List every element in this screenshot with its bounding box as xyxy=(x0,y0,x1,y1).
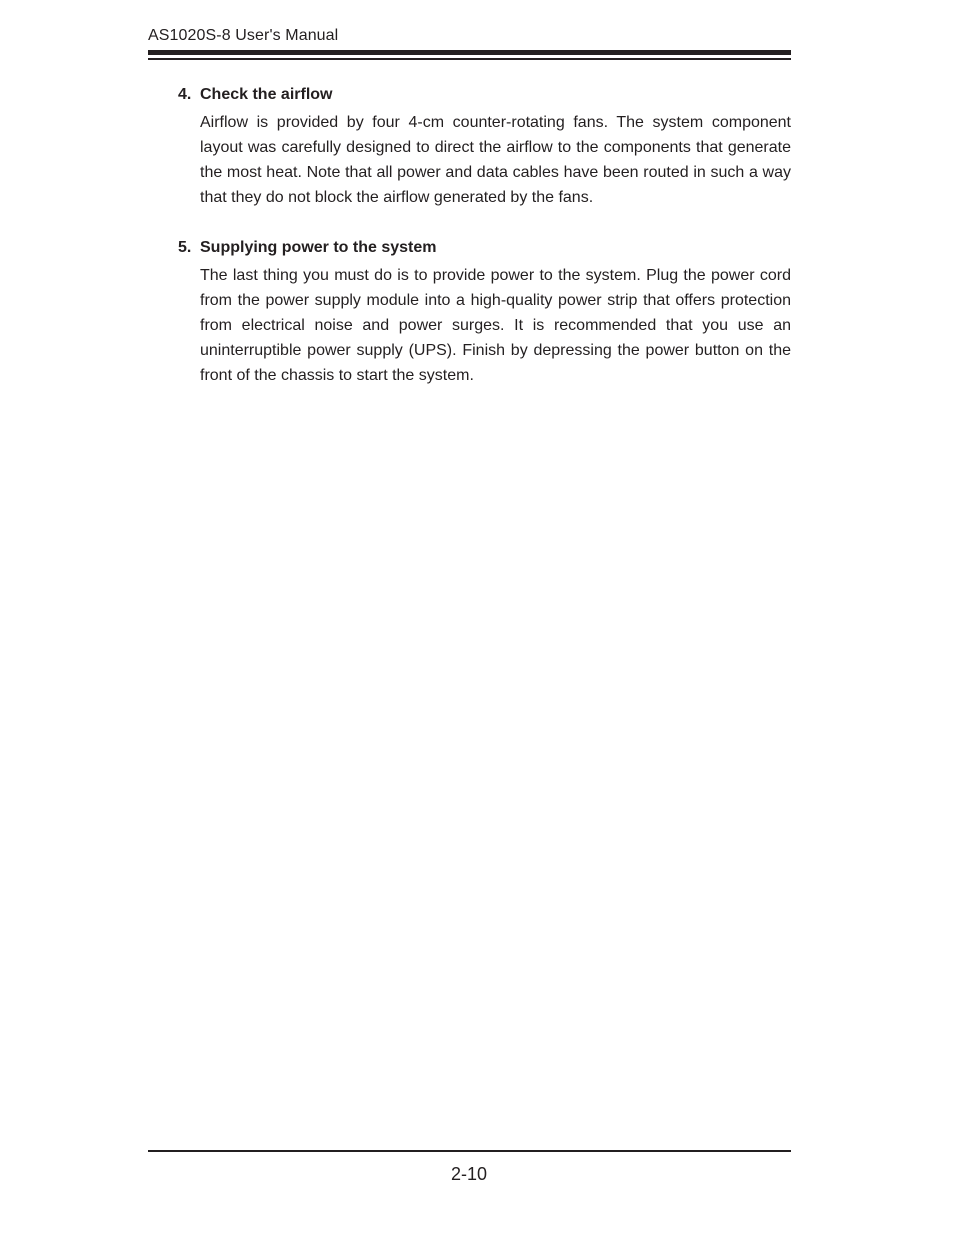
page-number: 2-10 xyxy=(450,1164,488,1184)
section-heading xyxy=(178,85,791,105)
section-title: Supplying power to the system xyxy=(200,239,437,256)
footer-rule xyxy=(148,1150,791,1152)
section-title: Check the airflow xyxy=(200,86,333,103)
header-rule-thin xyxy=(148,58,791,60)
section-heading xyxy=(178,238,791,258)
section-supplying-power xyxy=(178,238,791,388)
section-number: 4. xyxy=(178,86,192,103)
section-number: 5. xyxy=(178,239,192,256)
section-body: Airflow is provided by four 4-cm counter-rotating fans. The system component layout was carefully designed to direct the airflow to the components that generate the most heat. Note that all power and data cables have been routed in such a way that they do not block the airflow generated by the fans. xyxy=(200,114,791,206)
section-body: The last thing you must do is to provide power to the system. Plug the power cord from the power supply module into a high-quality power strip that offers protection from electrical noise and power surges. It is recommended that you use an uninterruptible power supply (UPS). Finish by depressing the power button on the front of the chassis to start the system. xyxy=(200,267,791,384)
section-check-airflow xyxy=(178,85,791,210)
header-rule-thick xyxy=(148,50,791,55)
manual-title: AS1020S-8 User's Manual xyxy=(148,27,339,44)
